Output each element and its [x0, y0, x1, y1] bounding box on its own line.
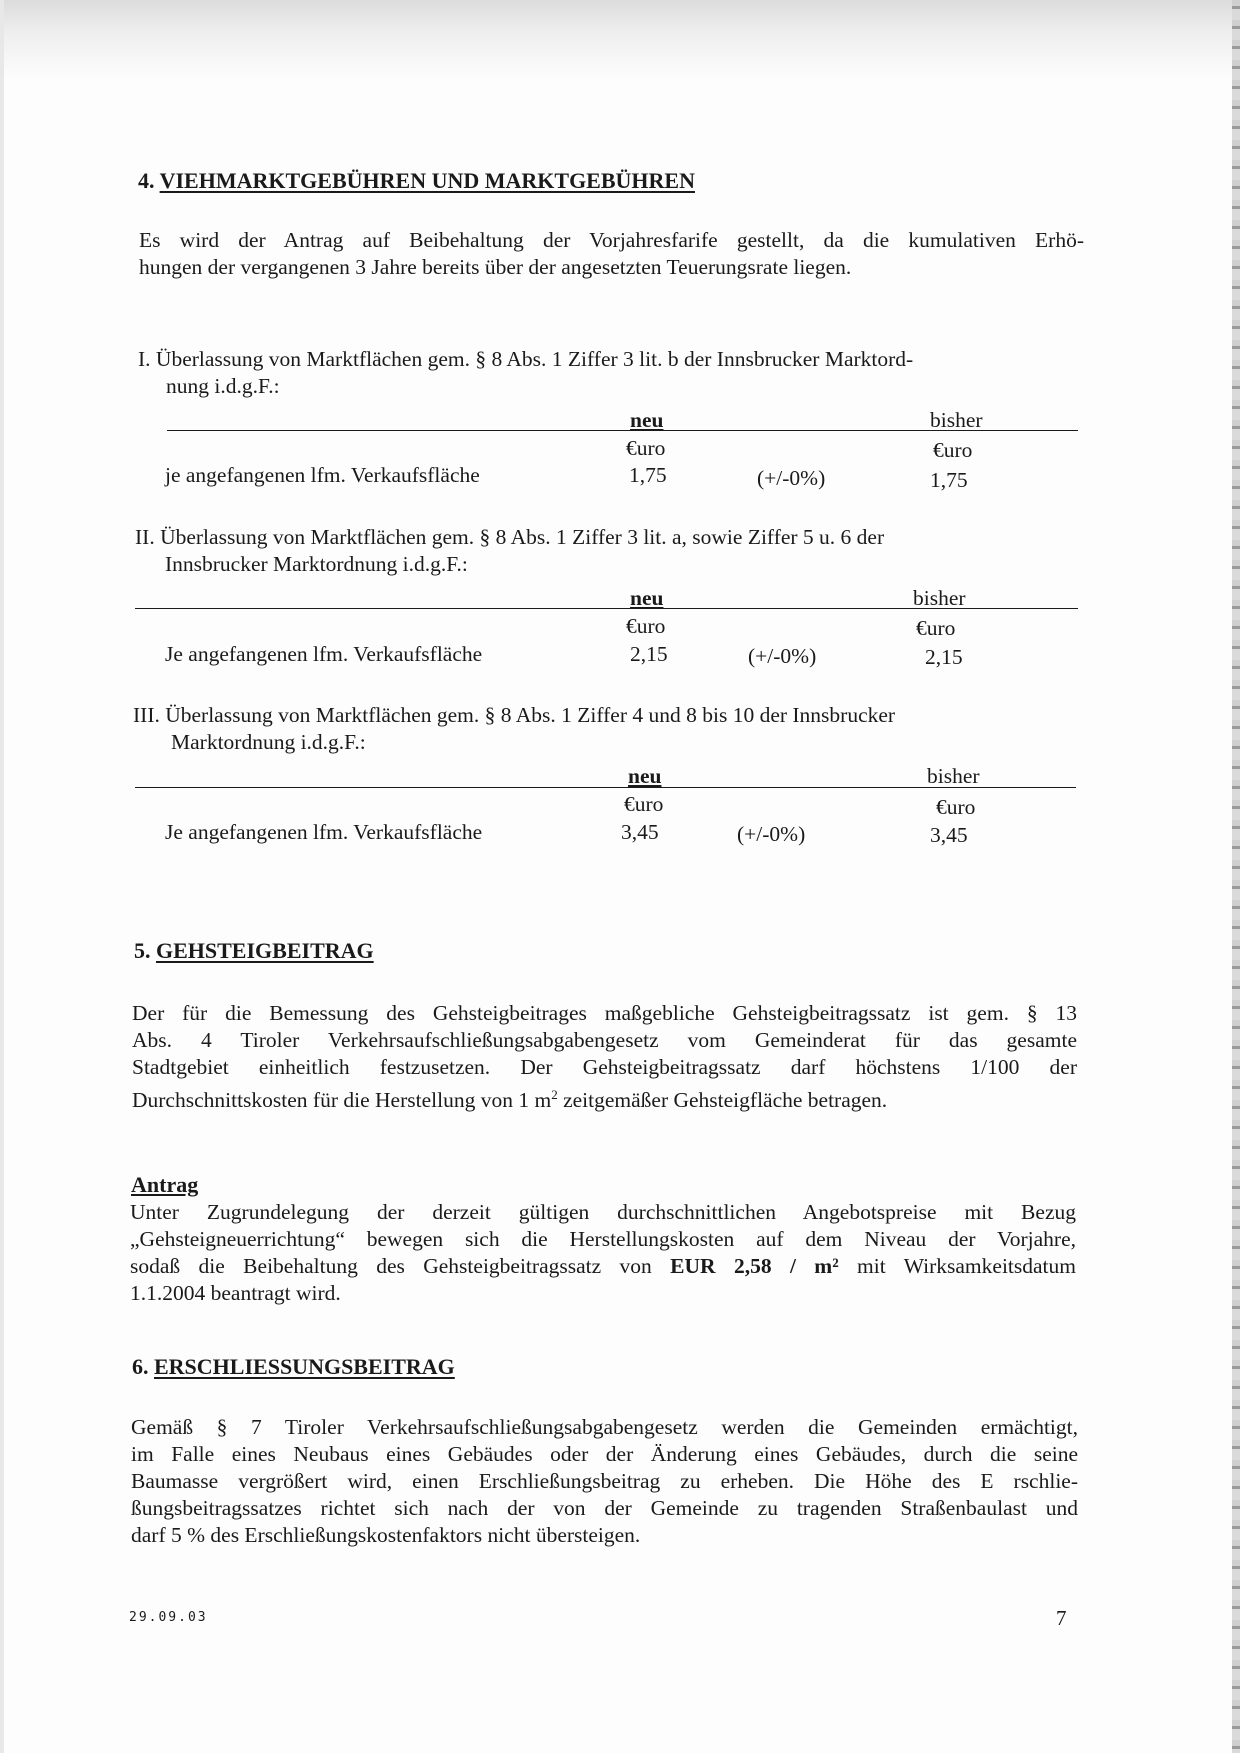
fee-item-2-description [135, 524, 884, 578]
fee-item-line: Überlassung von Marktflächen gem. § 8 Abs. 1 Ziffer 4 und 8 bis 10 der Innsbrucker [165, 703, 896, 727]
fee-item-numeral: II. [135, 525, 155, 549]
section-6-line: Baumasse vergrößert wird, einen Erschließungsbeitrag zu erheben. Die Höhe des E rschlie- [131, 1469, 1078, 1493]
row-label: Je angefangenen lfm. Verkaufsfläche [165, 642, 483, 666]
fee-item-line: nung i.d.g.F.: [166, 374, 280, 398]
column-header-neu: neu [628, 764, 662, 788]
section-4-intro [139, 227, 1084, 281]
section-6-number: 6. [132, 1354, 149, 1379]
section-6-line: darf 5 % des Erschließungskostenfaktors nicht übersteigen. [131, 1523, 641, 1547]
section-5-paragraph [132, 1000, 1077, 1114]
column-header-bisher: bisher [927, 764, 980, 788]
section-4-heading [138, 168, 695, 194]
section-6-title: ERSCHLIESSUNGSBEITRAG [154, 1354, 455, 1379]
section-6-heading [132, 1354, 455, 1380]
section-6-line: Gemäß § 7 Tiroler Verkehrsaufschließungsabgabengesetz werden die Gemeinden ermächtigt, [131, 1415, 1078, 1439]
section-6-line: im Falle eines Neubaus eines Gebäudes oder der Änderung eines Gebäudes, durch die seine [131, 1442, 1078, 1466]
column-header-bisher: bisher [913, 586, 966, 610]
section-5-heading [134, 938, 374, 964]
row-label: je angefangenen lfm. Verkaufsfläche [165, 463, 480, 487]
fee-item-line: Innsbrucker Marktordnung i.d.g.F.: [165, 552, 468, 576]
section-4-number: 4. [138, 168, 155, 193]
column-header-neu: neu [630, 408, 664, 432]
unit-new: €uro [626, 436, 666, 460]
section-5-line: Abs. 4 Tiroler Verkehrsaufschließungsabgabengesetz vom Gemeinderat für das gesamte [132, 1028, 1077, 1052]
fee-item-line: Überlassung von Marktflächen gem. § 8 Abs. 1 Ziffer 3 lit. b der Innsbrucker Marktord- [155, 347, 914, 371]
fee-amount: EUR 2,58 / m² [670, 1254, 839, 1278]
section-5-line-text: Durchschnittskosten für die Herstellung von 1 m [132, 1088, 552, 1113]
section-5-number: 5. [134, 938, 151, 963]
unit-old: €uro [916, 616, 956, 640]
value-change: (+/-0%) [748, 644, 817, 668]
section-4-title: VIEHMARKTGEBÜHREN UND MARKTGEBÜHREN [159, 168, 695, 193]
section-5-last-line [132, 1081, 1077, 1114]
antrag-line: Unter Zugrundelegung der derzeit gültigen durchschnittlichen Angebotspreise mit Bezug [130, 1200, 1076, 1224]
value-change: (+/-0%) [757, 466, 826, 490]
value-change: (+/-0%) [737, 822, 806, 846]
fee-item-3-description [133, 702, 895, 756]
value-new: 2,15 [630, 642, 668, 666]
section-6-paragraph [131, 1414, 1078, 1549]
unit-new: €uro [626, 614, 666, 638]
scan-edge-left [0, 0, 4, 1753]
section-4-intro-line: Es wird der Antrag auf Beibehaltung der Vorjahresfarife gestellt, da die kumulativen Erhö- [139, 228, 1084, 252]
scan-edge-right [1232, 0, 1240, 1753]
antrag-heading: Antrag [131, 1172, 199, 1197]
unit-new: €uro [624, 792, 664, 816]
value-new: 3,45 [621, 820, 659, 844]
section-5-line: Der für die Bemessung des Gehsteigbeitrages maßgebliche Gehsteigbeitragssatz ist gem. § 13 [132, 1001, 1077, 1025]
footer-date: 29.09.03 [129, 1610, 208, 1625]
value-new: 1,75 [629, 463, 667, 487]
fee-item-line: Überlassung von Marktflächen gem. § 8 Abs. 1 Ziffer 3 lit. a, sowie Ziffer 5 u. 6 der [160, 525, 885, 549]
superscript-2: 2 [551, 1087, 558, 1102]
antrag-line: „Gehsteigneuerrichtung“ bewegen sich die Herstellungskosten auf dem Niveau der Vorjahre, [130, 1227, 1076, 1251]
antrag-line-text: sodaß die Beibehaltung des Gehsteigbeitragssatz von [130, 1254, 671, 1278]
unit-old: €uro [933, 438, 973, 462]
fee-item-line: Marktordnung i.d.g.F.: [171, 730, 366, 754]
section-5-title: GEHSTEIGBEITRAG [156, 938, 374, 963]
page-number: 7 [1056, 1606, 1067, 1630]
section-6-line: ßungsbeitragssatzes richtet sich nach der von der Gemeinde zu tragenden Straßenbaulast und [131, 1496, 1078, 1520]
section-4-intro-line: hungen der vergangenen 3 Jahre bereits über der angesetzten Teuerungsrate liegen. [139, 255, 852, 279]
value-old: 1,75 [930, 468, 968, 492]
value-old: 2,15 [925, 645, 963, 669]
antrag-line [130, 1253, 1076, 1280]
antrag-line: 1.1.2004 beantragt wird. [130, 1281, 341, 1305]
section-5-line-text: zeitgemäßer Gehsteigfläche betragen. [557, 1088, 888, 1113]
fee-item-numeral: III. [133, 703, 160, 727]
antrag-paragraph [130, 1199, 1076, 1307]
fee-item-numeral: I. [138, 347, 151, 371]
fee-item-1-description [138, 346, 913, 400]
unit-old: €uro [936, 795, 976, 819]
section-5-line: Stadtgebiet einheitlich festzusetzen. Der Gehsteigbeitragssatz darf höchstens 1/100 der [132, 1055, 1077, 1079]
antrag-line-text: mit Wirksamkeitsdatum [838, 1254, 1077, 1278]
scan-edge-top [0, 0, 1240, 80]
column-header-bisher: bisher [930, 408, 983, 432]
column-header-neu: neu [630, 586, 664, 610]
value-old: 3,45 [930, 823, 968, 847]
row-label: Je angefangenen lfm. Verkaufsfläche [165, 820, 483, 844]
